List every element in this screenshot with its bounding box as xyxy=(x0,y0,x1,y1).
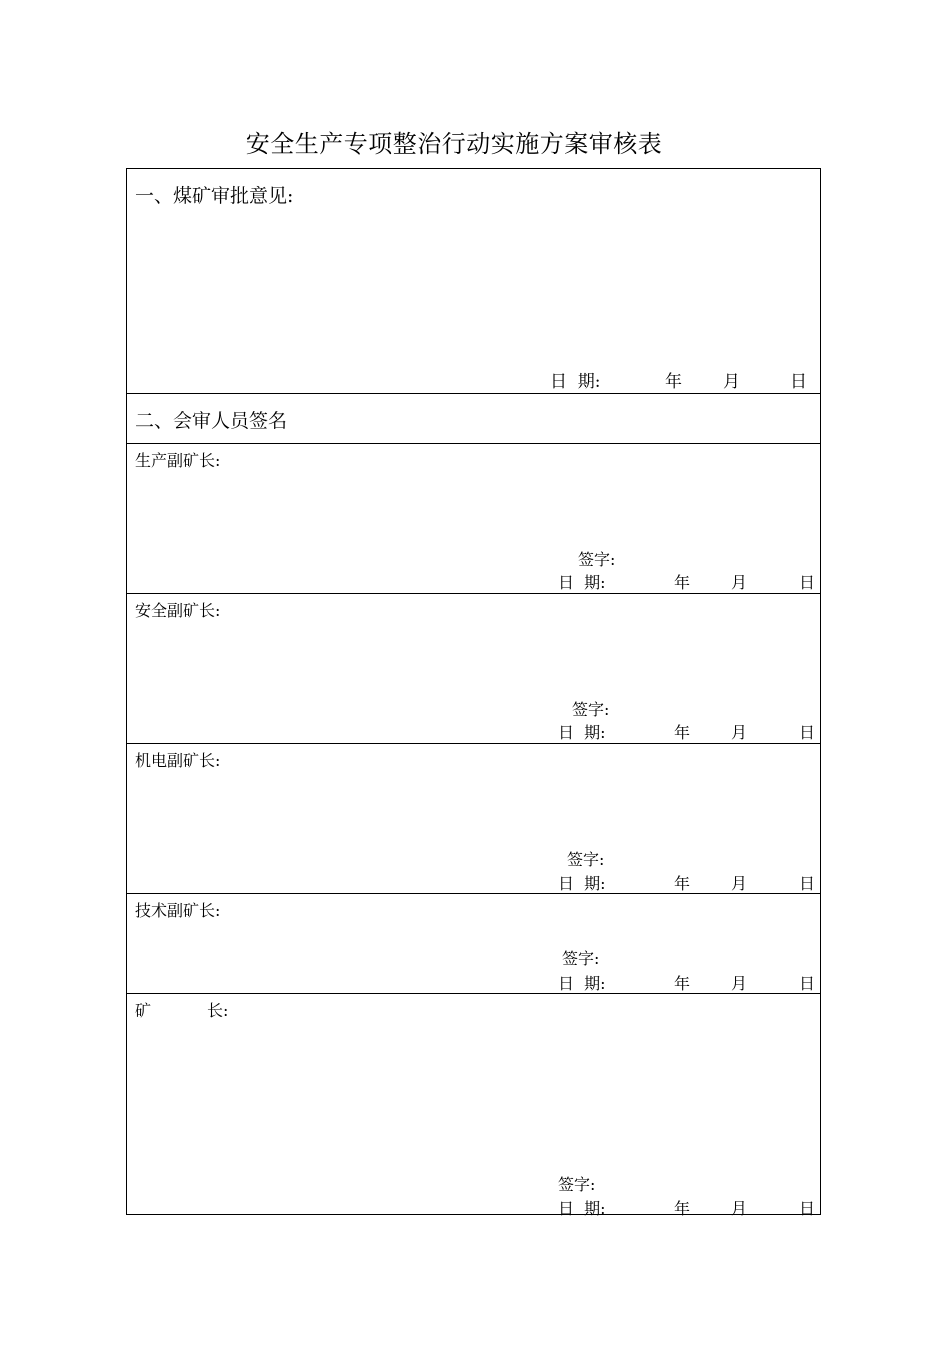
signer-title: 机电副矿长: xyxy=(135,751,221,770)
section-approval-label: 一、煤矿审批意见: xyxy=(135,185,294,207)
signature-label: 签字: xyxy=(562,949,600,968)
section-reviewer-label: 二、会审人员签名 xyxy=(135,410,288,432)
signer-row-safety xyxy=(127,594,820,744)
year-label: 年 xyxy=(674,974,691,993)
signer-row-technical xyxy=(127,894,820,994)
date-label: 日 期: xyxy=(558,1199,606,1218)
signer-title: 生产副矿长: xyxy=(135,451,221,470)
year-label: 年 xyxy=(674,573,691,592)
signer-row-mine-director xyxy=(127,994,820,1218)
month-label: 月 xyxy=(731,974,748,993)
year-label: 年 xyxy=(674,723,691,742)
section-reviewer-signatures xyxy=(127,394,820,444)
signer-row-production xyxy=(127,444,820,594)
signature-label: 签字: xyxy=(567,850,605,869)
signature-label: 签字: xyxy=(578,550,616,569)
date-label: 日 期: xyxy=(558,974,606,993)
date-label: 日 期: xyxy=(558,723,606,742)
day-label: 日 xyxy=(799,573,816,592)
year-label: 年 xyxy=(665,372,682,392)
day-label: 日 xyxy=(799,1199,816,1218)
date-label: 日 期: xyxy=(558,573,606,592)
date-label: 日 期: xyxy=(550,372,601,392)
date-label: 日 期: xyxy=(558,874,606,893)
year-label: 年 xyxy=(674,874,691,893)
month-label: 月 xyxy=(731,874,748,893)
form-title: 安全生产专项整治行动实施方案审核表 xyxy=(245,130,663,158)
month-label: 月 xyxy=(731,723,748,742)
approval-table xyxy=(126,168,821,1218)
month-label: 月 xyxy=(731,1199,748,1218)
signer-title: 矿 长: xyxy=(135,1001,229,1020)
month-label: 月 xyxy=(731,573,748,592)
month-label: 月 xyxy=(723,372,740,392)
signer-row-electromechanical xyxy=(127,744,820,894)
year-label: 年 xyxy=(674,1199,691,1218)
signer-title: 技术副矿长: xyxy=(135,901,221,920)
signature-label: 签字: xyxy=(558,1175,596,1194)
day-label: 日 xyxy=(799,974,816,993)
signature-label: 签字: xyxy=(572,700,610,719)
day-label: 日 xyxy=(790,372,807,392)
signer-title: 安全副矿长: xyxy=(135,601,221,620)
day-label: 日 xyxy=(799,874,816,893)
day-label: 日 xyxy=(799,723,816,742)
section-approval-opinion xyxy=(127,169,820,394)
